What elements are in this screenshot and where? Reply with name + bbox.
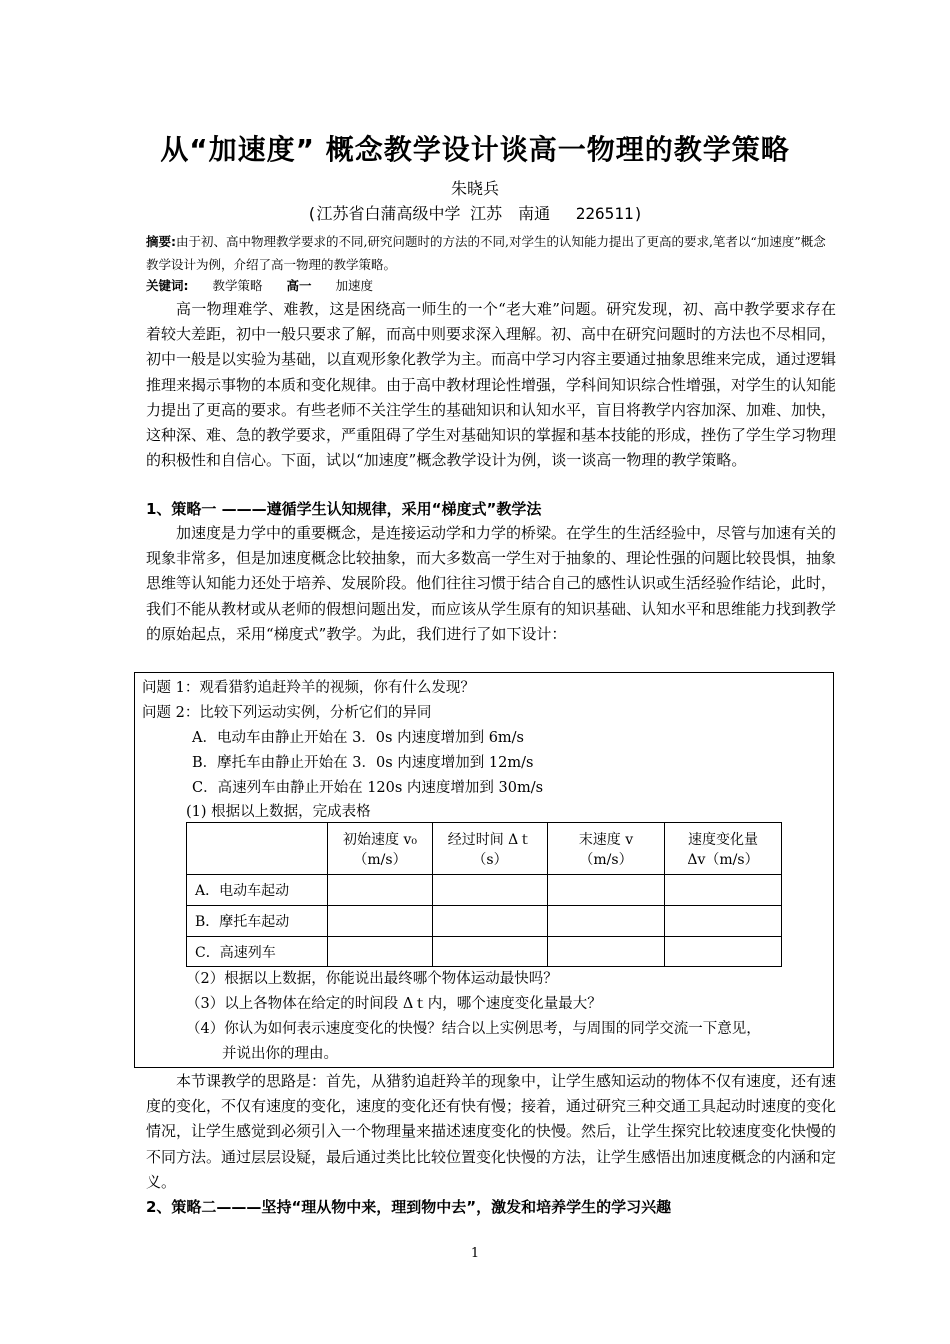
sub-question-4-continued: 并说出你的理由。 — [222, 1046, 338, 1062]
section2-heading: 2、策略二———坚持“理从物中来，理到物中去”，激发和培养学生的学习兴趣 — [146, 1198, 672, 1216]
abstract-label: 摘要: — [146, 234, 176, 249]
example-b: B．摩托车由静止开始在 3．0s 内速度增加到 12m/s — [192, 755, 534, 771]
header-line1: 速度变化量 — [688, 831, 758, 848]
row-label: A．电动车起动 — [187, 875, 328, 906]
table-header-cell — [665, 823, 782, 875]
header-line2: （m/s） — [353, 851, 407, 868]
after-paragraph: 本节课教学的思路是：首先，从猎豹追赶羚羊的现象中，让学生感知运动的物体不仅有速度，还有速度的变化，不仅有速度的变化，速度的变化还有快有慢；接着，通过研究三种交通工具起动时速度的变化情况，让学生感觉到必须引入一个物理量来描述速度变化的快慢。然后，让学生探究比较速度变化快慢的不同方法。通过层层设疑，最后通过类比比较位置变化快慢的方法，让学生感悟出加速度概念的内涵和定义。 — [146, 1072, 837, 1191]
table-cell — [665, 875, 782, 906]
question-2: 问题 2：比较下列运动实例，分析它们的异同 — [142, 705, 432, 721]
page-number: 1 — [470, 1246, 480, 1261]
table-cell — [328, 875, 433, 906]
author-affiliation: (江苏省白蒲高级中学 江苏 南通 226511) — [306, 204, 644, 223]
keyword-item: 加速度 — [335, 278, 373, 293]
table-cell — [548, 906, 665, 937]
question-1: 问题 1：观看猎豹追赶羚羊的视频，你有什么发现？ — [142, 680, 475, 696]
header-line1: 经过时间 Δｔ — [447, 831, 533, 848]
table-cell — [433, 875, 548, 906]
table-row — [187, 875, 782, 906]
table-row — [187, 937, 782, 967]
table-cell — [433, 906, 548, 937]
row-label: B．摩托车起动 — [187, 906, 328, 937]
keyword-item: 教学策略 — [212, 278, 263, 293]
table-cell — [548, 937, 665, 967]
section1-paragraph: 加速度是力学中的重要概念，是连接运动学和力学的桥梁。在学生的生活经验中，尽管与加速有关的现象非常多，但是加速度概念比较抽象，而大多数高一学生对于抽象的、理论性强的问题比较畏惧，抽象思维等认知能力还处于培养、发展阶段。他们往往习惯于结合自己的感性认识或生活经验作结论，此时，我们不能从教材或从老师的假想问题出发，而应该从学生原有的知识基础、认知水平和思维能力找到教学的原始起点，采用“梯度式”教学。为此，我们进行了如下设计： — [146, 524, 837, 643]
sub-question-2: （2）根据以上数据，你能说出最终哪个物体运动最快吗？ — [186, 971, 558, 987]
table-cell — [548, 875, 665, 906]
table-cell — [328, 906, 433, 937]
header-line2: （m/s） — [579, 851, 633, 868]
table-header-cell — [433, 823, 548, 875]
table-row — [187, 906, 782, 937]
sub-question-3: （3）以上各物体在给定的时间段 Δｔ内，哪个速度变化量最大？ — [186, 996, 602, 1012]
header-line2: （s） — [472, 851, 508, 868]
table-header-cell — [548, 823, 665, 875]
table-cell — [665, 937, 782, 967]
keywords — [146, 276, 834, 294]
table-header-cell — [328, 823, 433, 875]
keywords-label: 关键词: — [146, 278, 189, 293]
table-cell — [665, 906, 782, 937]
table-cell — [433, 937, 548, 967]
header-line2: Δv（m/s） — [687, 851, 759, 868]
example-a: A．电动车由静止开始在 3．0s 内速度增加到 6m/s — [192, 730, 524, 746]
paper-title: 从“加速度” 概念教学设计谈高一物理的教学策略 — [160, 133, 790, 166]
abstract — [146, 230, 834, 276]
table-corner-cell — [187, 823, 328, 875]
example-c: C．高速列车由静止开始在 120s 内速度增加到 30m/s — [192, 780, 544, 796]
table-cell — [328, 937, 433, 967]
row-label: C．高速列车 — [187, 937, 328, 967]
table-header-row — [187, 823, 782, 875]
author-name: 朱晓兵 — [450, 179, 499, 198]
keyword-item: 高一 — [286, 278, 312, 293]
header-line1: 末速度 v — [578, 831, 634, 848]
sub-question-1: (1) 根据以上数据，完成表格 — [186, 804, 371, 820]
header-line1: 初始速度 v₀ — [343, 831, 417, 848]
section1-heading: 1、策略一 ———遵循学生认知规律，采用“梯度式”教学法 — [146, 500, 542, 518]
abstract-text: 由于初、高中物理教学要求的不同,研究问题时的方法的不同,对学生的认知能力提出了更高的要求,笔者以“加速度”概念教学设计为例，介绍了高一物理的教学策略。 — [146, 234, 826, 272]
data-table — [186, 822, 782, 967]
sub-question-4: （4）你认为如何表示速度变化的快慢？结合以上实例思考，与周围的同学交流一下意见， — [186, 1021, 761, 1037]
intro-paragraph: 高一物理难学、难教，这是困绕高一师生的一个“老大难”问题。研究发现，初、高中教学要求存在着较大差距，初中一般只要求了解，而高中则要求深入理解。初、高中在研究问题时的方法也不尽相同，初中一般是以实验为基础，以直观形象化教学为主。而高中学习内容主要通过抽象思维来完成，通过逻辑推理来揭示事物的本质和变化规律。由于高中教材理论性增强，学科间知识综合性增强，对学生的认知能力提出了更高的要求。有些老师不关注学生的基础知识和认知水平，盲目将教学内容加深、加难、加快，这种深、难、急的教学要求，严重阻碍了学生对基础知识的掌握和基本技能的形成，挫伤了学生学习物理的积极性和自信心。下面，试以“加速度”概念教学设计为例，谈一谈高一物理的教学策略。 — [146, 300, 837, 470]
